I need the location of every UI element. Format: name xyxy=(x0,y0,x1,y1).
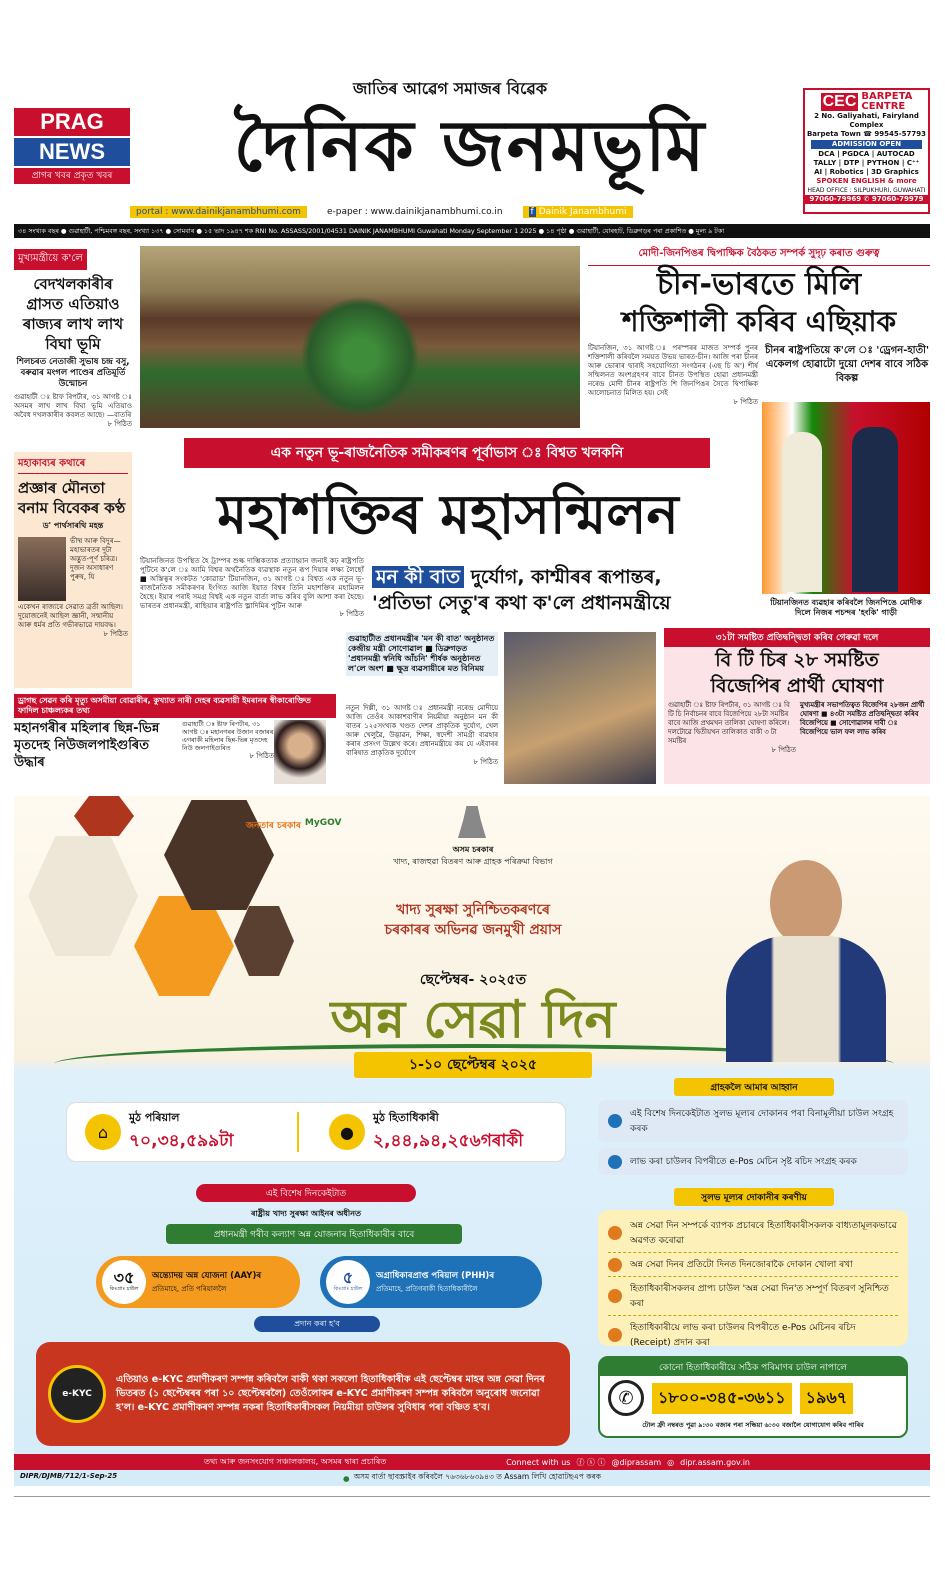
crime-head: মহানগৰীৰ মহিলাৰ ছিন্ন-ভিন্ন মৃতদেহ নিউজলপাইগুৰিত উদ্ধাৰ xyxy=(14,721,160,770)
family-icon: ⌂ xyxy=(85,1114,121,1150)
crime-body: গুৱাহাটী ঃ ষ্টাফ ৰিপৰ্টাৰ, ৩১ আগষ্ট ঃ মহানগৰৰ উজান বজাৰৰ এগৰাকী মহিলাৰ ছিন্ন-ভিন্ন মৃতদেহ নিউ জলপাইগুৰিত xyxy=(182,720,274,752)
cec-phones: 97060-79969 ✆ 97060-79979 xyxy=(805,195,928,204)
stat2-value: ২,৪৪,৯৪,২৫৬গৰাকী xyxy=(373,1130,524,1151)
left1-kicker: মুখ্যমন্ত্ৰীয়ে ক'লে xyxy=(14,249,87,270)
prag-news-logo xyxy=(14,108,130,186)
ad-intro1: খাদ্য সুৰক্ষা সুনিশ্চিতকৰণৰে xyxy=(396,902,550,918)
receipt-icon xyxy=(608,1155,622,1169)
ad-act: ৰাষ্ট্ৰীয় খাদ্য সুৰক্ষা আইনৰ অধীনত xyxy=(250,1209,361,1218)
ad-title: অন্ন সেৱা দিন xyxy=(330,989,616,1050)
cec-address: 2 No. Galiyahati, Fairyland Complex xyxy=(814,112,919,129)
china-quote: চীনৰ ৰাষ্ট্ৰপতিয়ে ক'লে ঃ 'ড্ৰেগন-হাতী' একেলগ হোৱাটো দুয়ো দেশৰ বাবে সঠিক বিকল্প xyxy=(765,345,929,384)
modi-xi-photo xyxy=(762,402,930,594)
crime-story xyxy=(14,694,336,786)
cec-course-1: TALLY | DTP | PYTHON | C⁺⁺ xyxy=(813,159,920,167)
lead-body: টিয়ানজিনত উপস্থিত হৈ ট্ৰাম্পৰ শুল্ক দাম্ভিকতাক প্ৰত্যাহ্বান জনাই কঢ় ৰাষ্ট্ৰপতি পুটিনে ক'লে ঃ আমি বিশ্বৰ অৰ্থনৈতিক ব্যৱস্থাক নতুন ৰূপ দিয়াৰ লক্ষ্য লৈছোঁ ■ অস্তিত্বৰ সংকটত 'কোৱাড' টিয়ানজিন, ৩১ আগষ্ট ঃ বিশ্বত এক নতুন ভূ-ৰাজনৈতিক সমীকৰণৰ ইংগিত আজি ইয়াত বিশ্বৰ তিনি মহাশক্তিৰ মহামিলন হৈছে। ইয়াৰ পৰাই সমগ্ৰ বিশ্বই এক নতুন বাৰ্তা লাভ কৰিব বুলি আশা কৰা হৈছে। ভাৰতৰ প্ৰধানমন্ত্ৰী, ৰাছিয়াৰ ৰাষ্ট্ৰপতি ভ্লাদিমিৰ পুটিন আৰু ৮ পিঠিত xyxy=(140,556,364,618)
crime-victim-photo xyxy=(274,720,326,784)
ad-footer xyxy=(14,1454,930,1470)
ad-brand1: জনতাৰ চৰকাৰ xyxy=(246,821,301,831)
megaphone-icon xyxy=(608,1226,622,1240)
left2-body1: ভীষ্ম আৰু বিদুৰ— মহাভাৰতৰ দুটা অদ্ভুত-পূৰ্ণ চৰিত্ৰ। দুজন অসাধাৰণ পুৰুষ, যি xyxy=(70,537,121,581)
cec-town: Barpeta Town ☎ 99545-57793 xyxy=(806,130,927,138)
cec-ad[interactable] xyxy=(803,88,930,214)
prag-slogan: প্ৰাগৰ খবৰ প্ৰকৃত খবৰ xyxy=(14,168,130,184)
mann-body: নতুন দিল্লী, ৩১ আগষ্ট ঃ প্ৰধানমন্ত্ৰী নৰেন্দ্ৰ মোদীয়ে আজি তেওঁৰ আকাশবাণীৰ নিয়মীয়া অনুষ্ঠান মন কী বাতৰ ১২৫সংখ্যক খণ্ডত দেশৰ প্ৰাকৃতিক দুৰ্যোগ, খেল আৰু খেলুৱৈ, উদ্ভাৱন, শিক্ষা, স্বদেশী সামগ্ৰী ব্যৱহাৰ কৰাৰ প্ৰসংগ উল্লেখ কৰে। প্ৰধানমন্ত্ৰীয়ে কয় যে এইবাৰৰ বাৰিষাত প্ৰাকৃতিক দুৰ্যোগে ৮ পিঠিত xyxy=(346,704,498,766)
cec-admission: ADMISSION OPEN xyxy=(811,140,922,149)
cec-course-2: AI | Robotics | 3D Graphics xyxy=(814,168,919,176)
left1-body: গুৱাহাটী ঃ ষ্টাফ ৰিপৰ্টাৰ, ৩১ আগষ্ট ঃ অসমৰ লাখ লাখ বিঘা ভূমি এতিয়াও অবৈধ দখলকাৰীৰ কবলত আছে। —বাতৰি xyxy=(14,393,132,419)
mann-tag: মন কী বাত xyxy=(372,566,464,588)
masthead-title: দৈনিক জনমভূমি xyxy=(233,104,707,187)
appeal-item-0: এই বিশেষ দিনকেইটাত সুলভ মূল্যৰ দোকানৰ পৰা বিনামূলীয়া চাউল সংগ্ৰহ কৰক xyxy=(598,1100,908,1142)
lead-head: মহাশক্তিৰ মহাসন্মিলন xyxy=(217,482,679,546)
btc-body1: গুৱাহাটী ঃ ষ্টাফ ৰিপৰ্টাৰ, ৩১ আগষ্ট ঃ বি টি চি নিৰ্বাচনৰ বাবে বিজেপিয়ে ২৮টা সমষ্টিৰ বাবে আজি প্ৰথমখন তালিকা ঘোষণা কৰিলে। দলটোৱে দ্বিতীয়খন তালিকাত বাকী ৩ টা সমষ্টিৰ xyxy=(668,701,790,745)
prag-line2: NEWS xyxy=(14,138,130,166)
ekyc-text: এতিয়াও e-KYC প্ৰমাণীকৰণ সম্পন্ন কৰিবলৈ বাকী থকা সকলো হিতাধিকাৰীক এই ছেপ্টেম্বৰ মাহৰ অন্ন সেৱা দিনৰ ভিতৰত (১ ছেপ্টেম্বৰৰ পৰা ১০ ছেপ্টেম্বৰলৈ) তেওঁলোকৰ e-KYC প্ৰমাণীকৰণ সম্পন্ন কৰিবলৈ অনুৰোধ জনোৱা হ'ল। e-KYC প্ৰমাণীকৰণ সম্পন্ন নকৰা হিতাধিকাৰীসকল নিয়মীয়া চাউলৰ সুবিধাৰ পৰা বঞ্চিত হ'ব। xyxy=(116,1374,545,1413)
stats-card xyxy=(66,1102,566,1162)
phh-label: অগ্ৰাধিকাৰপ্ৰাপ্ত পৰিয়াল (PHH)ৰ xyxy=(376,1271,495,1281)
mann-more[interactable]: ৮ পিঠিত xyxy=(473,758,498,766)
emblem-icon xyxy=(458,806,486,838)
cm-portrait xyxy=(726,860,886,1060)
btc-story xyxy=(664,628,930,784)
left1-head: বেদখলকাৰীৰ গ্ৰাসত এতিয়াও ৰাজ্যৰ লাখ লাখ বিঘা ভূমি xyxy=(22,275,124,353)
duty-panel xyxy=(598,1210,908,1346)
shop-icon xyxy=(608,1114,622,1128)
phh-pill xyxy=(320,1256,542,1308)
stat1-label: মুঠ পৰিয়াল xyxy=(129,1110,180,1124)
masthead-links xyxy=(130,204,640,220)
cec-course-0: DCA | PGDCA | AUTOCAD xyxy=(818,150,915,158)
ad-handle[interactable]: @diprassam xyxy=(611,1457,662,1467)
ad-hours: টোল ফ্ৰী নম্বৰত পুৱা ৯:৩০ বজাৰ পৰা সন্ধিয়া ৬:৩০ বজালৈ যোগাযোগ কৰিব পাৰিব xyxy=(642,1421,864,1429)
btc-more[interactable]: ৮ পিঠিত xyxy=(771,746,796,754)
ad-month: ছেপ্টেম্বৰ- ২০২৫ত xyxy=(419,972,527,988)
left2-head: প্ৰজ্ঞাৰ মৌনতা বনাম বিবেকৰ কণ্ঠ xyxy=(18,479,126,517)
china-more[interactable]: ৮ পিঠিত xyxy=(733,398,758,406)
aay-unit: কিঃগ্ৰাঃ চাউল xyxy=(109,1286,139,1292)
cec-brand: CEC xyxy=(822,93,857,110)
phh-unit: কিঃগ্ৰাঃ চাউল xyxy=(333,1286,363,1292)
cec-name1: BARPETA xyxy=(861,91,913,102)
masthead-tagline: জাতিৰ আৱেগ সমাজৰ বিৱেক xyxy=(352,79,548,98)
ad-dept: খাদ্য, ৰাজহুৱা বিতৰণ আৰু গ্ৰাহক পৰিক্ৰমা বিভাগ xyxy=(393,857,553,866)
ad-appeal: গ্ৰাহকলৈ আমাৰ আহ্বান xyxy=(674,1078,834,1096)
left1-sub: শিলচৰত নেতাজী সুভাষ চন্দ্ৰ বসু, বৰুৱাৰ মংগল পাণ্ডেৰ প্ৰতিমূৰ্তি উন্মোচন xyxy=(16,357,130,389)
ad-site[interactable]: dipr.assam.gov.in xyxy=(680,1457,750,1467)
ad-complaint: কোনো হিতাধিকাৰীয়ে সঠিক পৰিমাণৰ চাউল নাপালে xyxy=(600,1358,906,1376)
left-story-1 xyxy=(14,246,132,446)
aay-label: অন্ত্যোদয় অন্ন যোজনা (AAY)ৰ xyxy=(152,1271,262,1281)
anna-seva-ad xyxy=(14,796,930,1486)
left2-tag: মহাকাব্যৰ কথাৰে xyxy=(18,456,128,474)
mann-head1: দুৰ্যোগ, কাশ্মীৰৰ ৰূপান্তৰ, xyxy=(470,566,662,588)
left2-author: ড' পাৰ্থসাৰথি মহন্ত xyxy=(42,521,104,530)
duty-item-1: অন্ন সেৱা দিনৰ প্ৰতিটো দিনত দিনজোৰাকৈ দোকান খোলা ৰখা xyxy=(608,1253,898,1277)
cec-course-3: SPOKEN ENGLISH & more xyxy=(816,177,917,185)
left-story-2 xyxy=(14,452,132,688)
phh-sub: প্ৰতিমাহে, প্ৰতিগৰাকী হিতাধিকাৰীলৈ xyxy=(376,1285,478,1293)
ad-special: এই বিশেষ দিনকেইটাত xyxy=(196,1184,416,1202)
lead-more[interactable]: ৮ পিঠিত xyxy=(339,610,364,618)
stat2-label: মুঠ হিতাধিকাৰী xyxy=(373,1110,439,1124)
ad-footer-text: তথ্য আৰু জনসংযোগ সঞ্চালকালয়, অসমৰ দ্বাৰা প্ৰচাৰিত xyxy=(204,1456,387,1466)
left1-more[interactable]: ৮ পিঠিত xyxy=(107,420,132,428)
phone-icon: ✆ xyxy=(608,1380,644,1416)
aay-sub: প্ৰতিমাহে, প্ৰতি পৰিয়াললৈ xyxy=(152,1285,227,1293)
ekyc-panel xyxy=(36,1342,570,1446)
btc-head2: বিজেপিৰ প্ৰাৰ্থী ঘোষণা xyxy=(710,675,884,697)
aay-pill xyxy=(96,1256,300,1308)
globe-icon: ◎ xyxy=(667,1457,675,1467)
duty-item-3: হিতাধিকাৰীয়ে লাভ কৰা চাউলৰ বিপৰীতে e-Pos মেচিনৰ ৰচিদ (Receipt) প্ৰদান কৰা xyxy=(608,1316,898,1354)
ad-dates: ১-১০ ছেপ্টেম্বৰ ২০২৫ xyxy=(354,1052,592,1078)
btc-head1: বি টি চিৰ ২৮ সমষ্টিত xyxy=(715,649,879,671)
epaper-link[interactable]: e-paper : www.dainikjanambhumi.co.in xyxy=(326,207,503,217)
facebook-icon: f xyxy=(530,207,534,217)
person-icon: ● xyxy=(329,1114,365,1150)
ad-duty: সুলভ মূল্যৰ দোকানীৰ কৰণীয় xyxy=(674,1188,834,1206)
tollfree-number[interactable]: ১৮০০-৩৪৫-৩৬১১ xyxy=(652,1383,792,1414)
mann-head2: 'প্ৰতিভা সেতু'ৰ কথা ক'লে প্ৰধানমন্ত্ৰীয়ে xyxy=(372,592,671,614)
ad-pmgkay: প্ৰধানমন্ত্ৰী গৰীব কল্যাণ অন্ন যোজনাৰ হিতাধিকাৰীৰ বাবে xyxy=(166,1224,462,1244)
china-head1: চীন-ভাৰতে মিলি xyxy=(656,267,862,302)
left2-more[interactable]: ৮ পিঠিত xyxy=(103,630,128,638)
crime-more[interactable]: ৮ পিঠিত xyxy=(249,752,274,760)
dateline: ৩৪ সংখ্যক বছৰ ● গুৱাহাটী, পশ্চিমবঙ্গ বছৰ, সংখ্যা ১৩৭ ● সোমবাৰ ● ১৫ ভাদ ১৯৪৭ শক RNI No. ASSASS/2001/04531 DAINIK JANAMBHUMI Guwahati Monday September 1 2025 ● ১৪ পৃষ্ঠা ● গুৱাহাটী, যোৰহাট, ডিব্ৰুগড়ৰ পৰা প্ৰকাশিত ● মূল্য ৯ টকা xyxy=(14,224,930,238)
left2-body2: একেখন ৰাজ্যৰে সেৱাত ব্ৰতী আছিল। দুয়োজনেই আছিল জ্ঞানী, সন্মানীয় আৰু ধৰ্মৰ প্ৰতি গভীৰভাৱে দায়বদ্ধ। xyxy=(18,603,123,629)
prag-line1: PRAG xyxy=(14,108,130,136)
ekyc-badge: e-KYC xyxy=(48,1365,106,1423)
author-photo xyxy=(18,537,66,601)
cec-name2: CENTRE xyxy=(861,101,906,112)
mann-ki-baat-story xyxy=(372,564,756,624)
ad-intro2: চৰকাৰৰ অভিনৱ জনমুখী প্ৰয়াস xyxy=(384,922,562,938)
ad-connect: Connect with us xyxy=(506,1457,571,1467)
cec-head: HEAD OFFICE : SILPUKHURI, GUWAHATI xyxy=(807,187,926,194)
ad-brand2: MyGOV xyxy=(304,818,342,828)
lead-banner: এক নতুন ভূ-ৰাজনৈতিক সমীকৰণৰ পূৰ্বাভাস ঃ বিশ্বত খলকনি xyxy=(184,438,710,468)
page-bottom-rule xyxy=(14,1496,930,1497)
china-head2: শক্তিশালী কৰিব এছিয়াক xyxy=(621,305,897,338)
social-icons[interactable]: ⓕ ⓧ ⓘ xyxy=(576,1457,606,1467)
ad-govt: অসম চৰকাৰ xyxy=(452,845,494,854)
phh-num: ৫ xyxy=(342,1268,354,1287)
epos-icon xyxy=(608,1328,622,1342)
short-number[interactable]: ১৯৬৭ xyxy=(800,1383,854,1414)
btc-body2: মুখ্যমন্ত্ৰীৰ সভাপতিত্বত বিজেপিৰ ২৮জন প্ৰাৰ্থী ঘোষণা ■ ৪৩টা সমষ্টিত প্ৰতিদ্বন্দ্বিতা কৰিব বিজেপিয়ে ■ সোণোৱালৰ দাবী ঃ বিজেপিয়ে ভাল ফল লাভ কৰিব xyxy=(800,701,925,736)
china-kicker: মোদী-জিনপিঙৰ দ্বিপাক্ষিক বৈঠকত সম্পৰ্ক সুদৃঢ় কৰাত গুৰুত্ব xyxy=(588,246,930,266)
whatsapp-icon: ● xyxy=(343,1473,350,1483)
appeal-item-1: লাভ কৰা চাউলৰ বিপৰীতে e-Pos মেচিন সৃষ্ট ৰচিদ সংগ্ৰহ কৰক xyxy=(598,1148,908,1175)
bilateral-meeting-photo xyxy=(140,246,580,428)
ad-given: প্ৰদান কৰা হ'ব xyxy=(254,1316,380,1332)
ad-code: DIPR/DJMB/712/1-Sep-25 xyxy=(20,1472,118,1480)
duty-item-2: হিতাধিকাৰীসকলৰ প্ৰাপ্য চাউল 'অন্ন সেৱা দিন'ত সম্পূৰ্ণ বিতৰণ সুনিশ্চিত কৰা xyxy=(608,1277,898,1316)
duty-item-0: অন্ন সেৱা দিন সম্পৰ্কে ব্যাপক প্ৰচাৰৰে হিতাধিকাৰীসকলক বাধ্যতামূলকভাৱে অৱগত কৰোৱা xyxy=(608,1214,898,1253)
mann-photo xyxy=(504,632,656,784)
ad-whatsapp: ● অসম বাৰ্তা ছাবস্ক্ৰাইব কৰিবলৈ ৭৬৩৬৮৬৩৯৪৩ ত Assam লিখি হোৱাটছএপ কৰক xyxy=(343,1472,601,1483)
crime-kicker: ড্ৰাগছ সেৱন কৰি মৃত্যু অসমীয়া বোৱাৰীৰ, কুখ্যাত নাৰী দেহৰ ব্যৱসায়ী ইমৰানৰ স্বীকাৰোক্তিত ফাদিল চাঞ্চল্যকৰ তথ্য xyxy=(14,694,336,718)
portal-link[interactable]: portal : www.dainikjanambhumi.com xyxy=(130,206,307,218)
store-icon xyxy=(608,1258,622,1272)
china-caption: টিয়ানজিনত ব্যৱহাৰ কৰিবলৈ জিনপিঙে মোদীক দিলে নিজৰ পচন্দৰ 'হংকি' গাড়ী xyxy=(770,598,922,617)
rice-icon xyxy=(608,1289,622,1303)
facebook-link[interactable]: f Dainik Janambhumi xyxy=(523,206,633,218)
btc-kicker: ৩১টা সমষ্টিত প্ৰতিদ্বন্দ্বিতা কৰিব গেৰুৱা দলে xyxy=(664,628,930,647)
helpline-panel xyxy=(598,1356,908,1438)
aay-num: ৩৫ xyxy=(113,1268,135,1287)
china-body: টিয়ানজিন, ৩১ আগষ্ট ঃ পৰস্পৰৰ মাজত সম্পৰ্ক পুনৰ শক্তিশালী কৰিবলৈ সময়ত উভয় ভাৰত-চীন। আজি পৰা চীনৰ আৰু ভোৰাৰ দ্বাৰাই সহযোগিতা সংগঠনৰ (এছ চি অ') শীৰ্ষ সন্মিলনত অংশগ্ৰহণৰ বাবে চীনত উপস্থিত হোৱা প্ৰধানমন্ত্ৰী নৰেন্দ্ৰ মোদী চীনৰ ৰাষ্ট্ৰপতি শি জিনপিঙৰ সৈতে দ্বিপাক্ষিক আলোচনাত মিলিত হয়। সেই xyxy=(588,344,758,397)
mann-side: গুৱাহাটীত প্ৰধানমন্ত্ৰীৰ 'মন কী বাত' অনুষ্ঠানত কেন্দ্ৰীয় মন্ত্ৰী সোণোৱাল ■ ডিব্ৰুগড়ত 'প্ৰধানমন্ত্ৰী স্বনিধি আঁচনি' শীৰ্ষক অনুষ্ঠানত ল'লে অংশ ■ ক্ষুদ্ৰ ব্যৱসায়ীৰে মত বিনিময় xyxy=(346,632,498,676)
stat1-value: ৭০,৩৪,৫৯৯টা xyxy=(129,1130,234,1151)
